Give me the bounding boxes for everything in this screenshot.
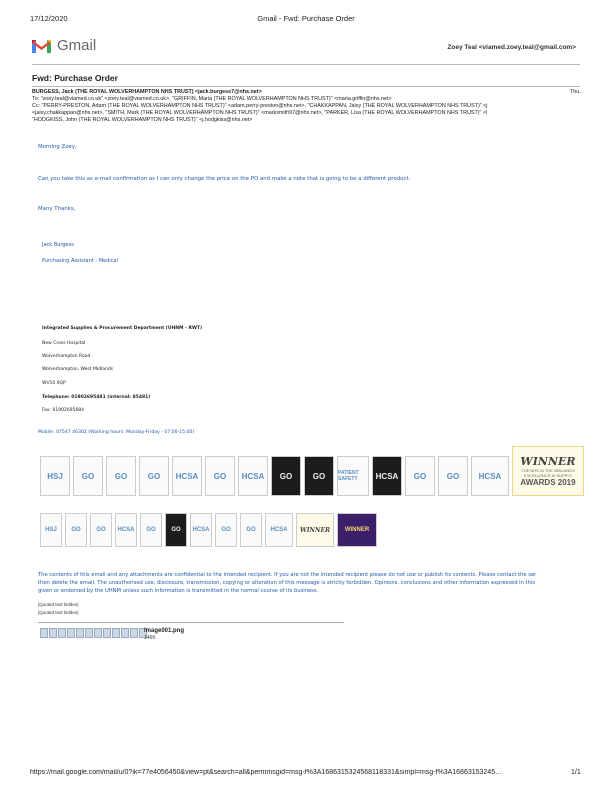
award-badge: PATIENT SAFETY (337, 456, 369, 496)
gmail-wordmark: Gmail (57, 37, 97, 54)
signature-telephone: Telephone: 01902695481 (internal: 85481) (42, 395, 151, 400)
confidentiality-line1: The contents of this email and any attachments are confidential to the intended recipient. If you are not the intended recipient please do not use or publish its contents. Please contact the ser (38, 572, 537, 578)
award-badge: HCSA (265, 513, 293, 547)
award-badge: GO (215, 513, 237, 547)
award-badge: GO (240, 513, 262, 547)
print-url: https://mail.google.com/mail/u/0?ik=77e4056450&view=pt&search=all&permmsgid=msg-f%3A1686315324568118331&simpl=msg-f%3A16863153245… (30, 769, 503, 776)
award-badge: HCSA (190, 513, 212, 547)
email-to: To: "zoey.teal@viamed.co.uk" <zoey.teal@viamed.co.uk>, "GRIFFIN, Maria (THE ROYAL WOLVERHAMPTON NHS TRUST)" <maria.griffin@nhs.net> (32, 96, 392, 102)
award-badge: GO (139, 456, 169, 496)
award-badge: WINNER (337, 513, 377, 547)
confidentiality-line2: then delete the email. The unauthorised use, disclosure, transmission, copying or alteration of this message is strictly forbidden. Opinions, conclusions and other information expressed in this (38, 580, 536, 586)
award-badge: GO (90, 513, 112, 547)
gmail-m-icon (32, 39, 51, 53)
print-date: 17/12/2020 (30, 14, 68, 23)
award-badge: GO (106, 456, 136, 496)
header-divider (32, 64, 580, 65)
award-badge: GO (438, 456, 468, 496)
email-subject: Fwd: Purchase Order (32, 73, 118, 83)
email-body: Can you take this as e-mail confirmation as I can only change the price on the PO and make a note that is going to be a different product. (38, 176, 411, 182)
awards-row-1 (40, 446, 584, 496)
award-badge: HSJ (40, 456, 70, 496)
email-cc-line3: "HODGKISS, John (THE ROYAL WOLVERHAMPTON NHS TRUST)" <j.hodgkiss@nhs.net> (32, 117, 253, 123)
award-badge: GO (271, 456, 301, 496)
award-badge: HSJ (40, 513, 62, 547)
signature-dept: Integrated Supplies & Procurement Department (UHNM - RWT) (42, 326, 203, 331)
signature-mobile: Mobile: 07547 46302 (Working hours: Monday-Friday - 07:00-15:00) (38, 430, 195, 435)
confidentiality-line3: given or endorsed by the UHNM unless such information is transmitted in the normal course of its business. (38, 588, 319, 594)
email-closing: Many Thanks, (38, 206, 76, 212)
attachment-divider (38, 622, 344, 623)
email-greeting: Morning Zoey, (38, 144, 77, 150)
signature-addr1: New Cross Hospital (42, 341, 86, 346)
gmail-logo[interactable] (32, 37, 96, 54)
quoted-text-hidden[interactable]: [Quoted text hidden] (38, 610, 79, 615)
signature-name: Jack Burgess (42, 242, 74, 248)
award-badge: GO (73, 456, 103, 496)
email-cc-line2: <jaisy.chakkappan@nhs.net>, "SMITH, Mark (THE ROYAL WOLVERHAMPTON NHS TRUST)" <marksmith97@nhs.net>, "PARKER, Lisa (THE ROYAL WOLVERHAMPTON NHS TRUST)" <l (32, 110, 488, 116)
email-from: BURGESS, Jack (THE ROYAL WOLVERHAMPTON NHS TRUST) <jack.burgess7@nhs.net> (32, 89, 262, 95)
award-badge: HCSA (372, 456, 402, 496)
subject-divider (32, 86, 580, 87)
email-cc-line1: Cc: "PERRY-PRESTON, Adam (THE ROYAL WOLVERHAMPTON NHS TRUST)" <adam.perry-preston@nhs.net>, "CHAKKAPPAN, Jaisy (THE ROYAL WOLVERHAMPTON NHS TRUST)" <j (32, 103, 488, 109)
award-badge: GO (165, 513, 187, 547)
award-badge: GO (65, 513, 87, 547)
award-badge: GO (140, 513, 162, 547)
signature-addr2: Wolverhampton Road (42, 354, 91, 359)
award-badge: GO (304, 456, 334, 496)
award-badge: HCSA (172, 456, 202, 496)
account-label: Zoey Teal <viamed.zoey.teal@gmail.com> (447, 44, 576, 51)
print-title: Gmail - Fwd: Purchase Order (257, 14, 355, 23)
attachment-size: 146K (144, 635, 156, 641)
signature-role: Purchasing Assistant - Medical (42, 258, 118, 264)
signature-fax: Fax: 01902695684 (42, 408, 85, 413)
signature-addr3: Wolverhampton, West Midlands (42, 367, 114, 372)
print-page-number: 1/1 (571, 769, 581, 776)
award-badge: HCSA (115, 513, 137, 547)
quoted-text-hidden[interactable]: [Quoted text hidden] (38, 602, 79, 607)
award-badge: WINNER (296, 513, 334, 547)
award-badge: HCSA (471, 456, 509, 496)
signature-postcode: WV10 0QP (42, 381, 66, 386)
awards-row-2 (40, 513, 377, 547)
email-date: Thu, (570, 89, 581, 95)
winner-award-2019: WINNER THE NHS IN THE MIDLANDS EXCELLENCE IN SUPPLY AWARDS 2019 (512, 446, 584, 496)
attachment-thumbnail[interactable] (40, 628, 147, 638)
attachment-name[interactable]: image001.png (144, 628, 185, 634)
award-badge: GO (205, 456, 235, 496)
award-badge: GO (405, 456, 435, 496)
award-badge: HCSA (238, 456, 268, 496)
